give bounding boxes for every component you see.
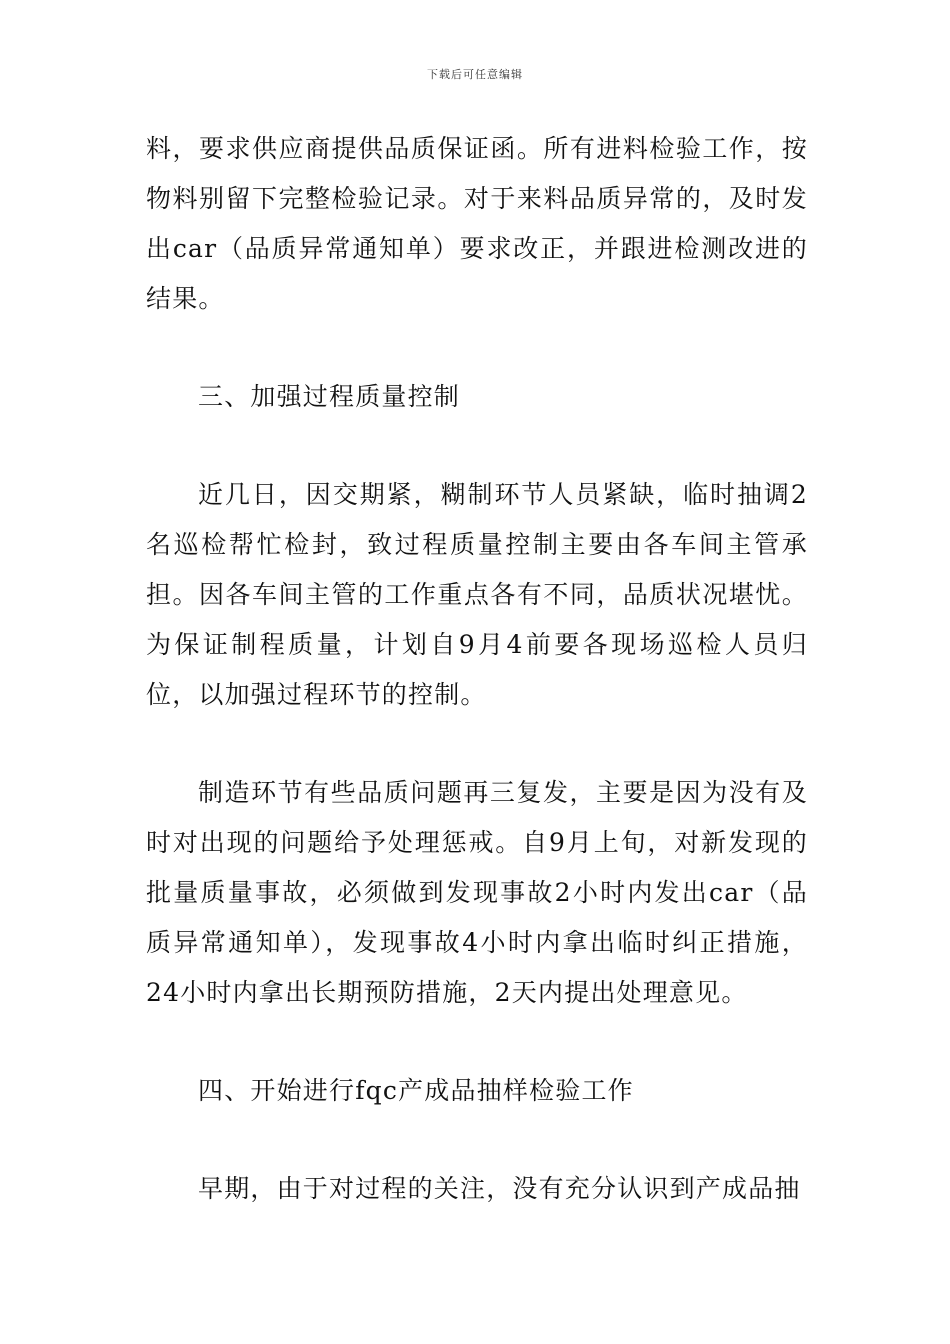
paragraph-process-control: 近几日，因交期紧，糊制环节人员紧缺，临时抽调2名巡检帮忙检封，致过程质量控制主要由各车间主管承担。因各车间主管的工作重点各有不同，品质状况堪忧。为保证制程质量，计划自9月4前要各现场巡检人员归位，以加强过程环节的控制。 (146, 480, 808, 709)
paragraph-quality-incidents: 制造环节有些品质问题再三复发，主要是因为没有及时对出现的问题给予处理惩戒。自9月上旬，对新发现的批量质量事故，必须做到发现事故2小时内发出car（品质异常通知单），发现事故4小时内拿出临时纠正措施，24小时内拿出长期预防措施，2天内提出处理意见。 (146, 778, 808, 1007)
paragraph-fqc-intro: 早期，由于对过程的关注，没有充分认识到产成品抽 (198, 1174, 801, 1203)
section-heading-process-control: 三、加强过程质量控制 (198, 382, 461, 411)
section-heading-fqc-sampling: 四、开始进行fqc产成品抽样检验工作 (198, 1076, 634, 1105)
document-body (146, 124, 808, 1262)
paragraph-incoming-inspection: 料，要求供应商提供品质保证函。所有进料检验工作，按物料别留下完整检验记录。对于来料品质异常的，及时发出car（品质异常通知单）要求改正，并跟进检测改进的结果。 (146, 134, 808, 313)
page-header-note: 下载后可任意编辑 (427, 68, 523, 81)
